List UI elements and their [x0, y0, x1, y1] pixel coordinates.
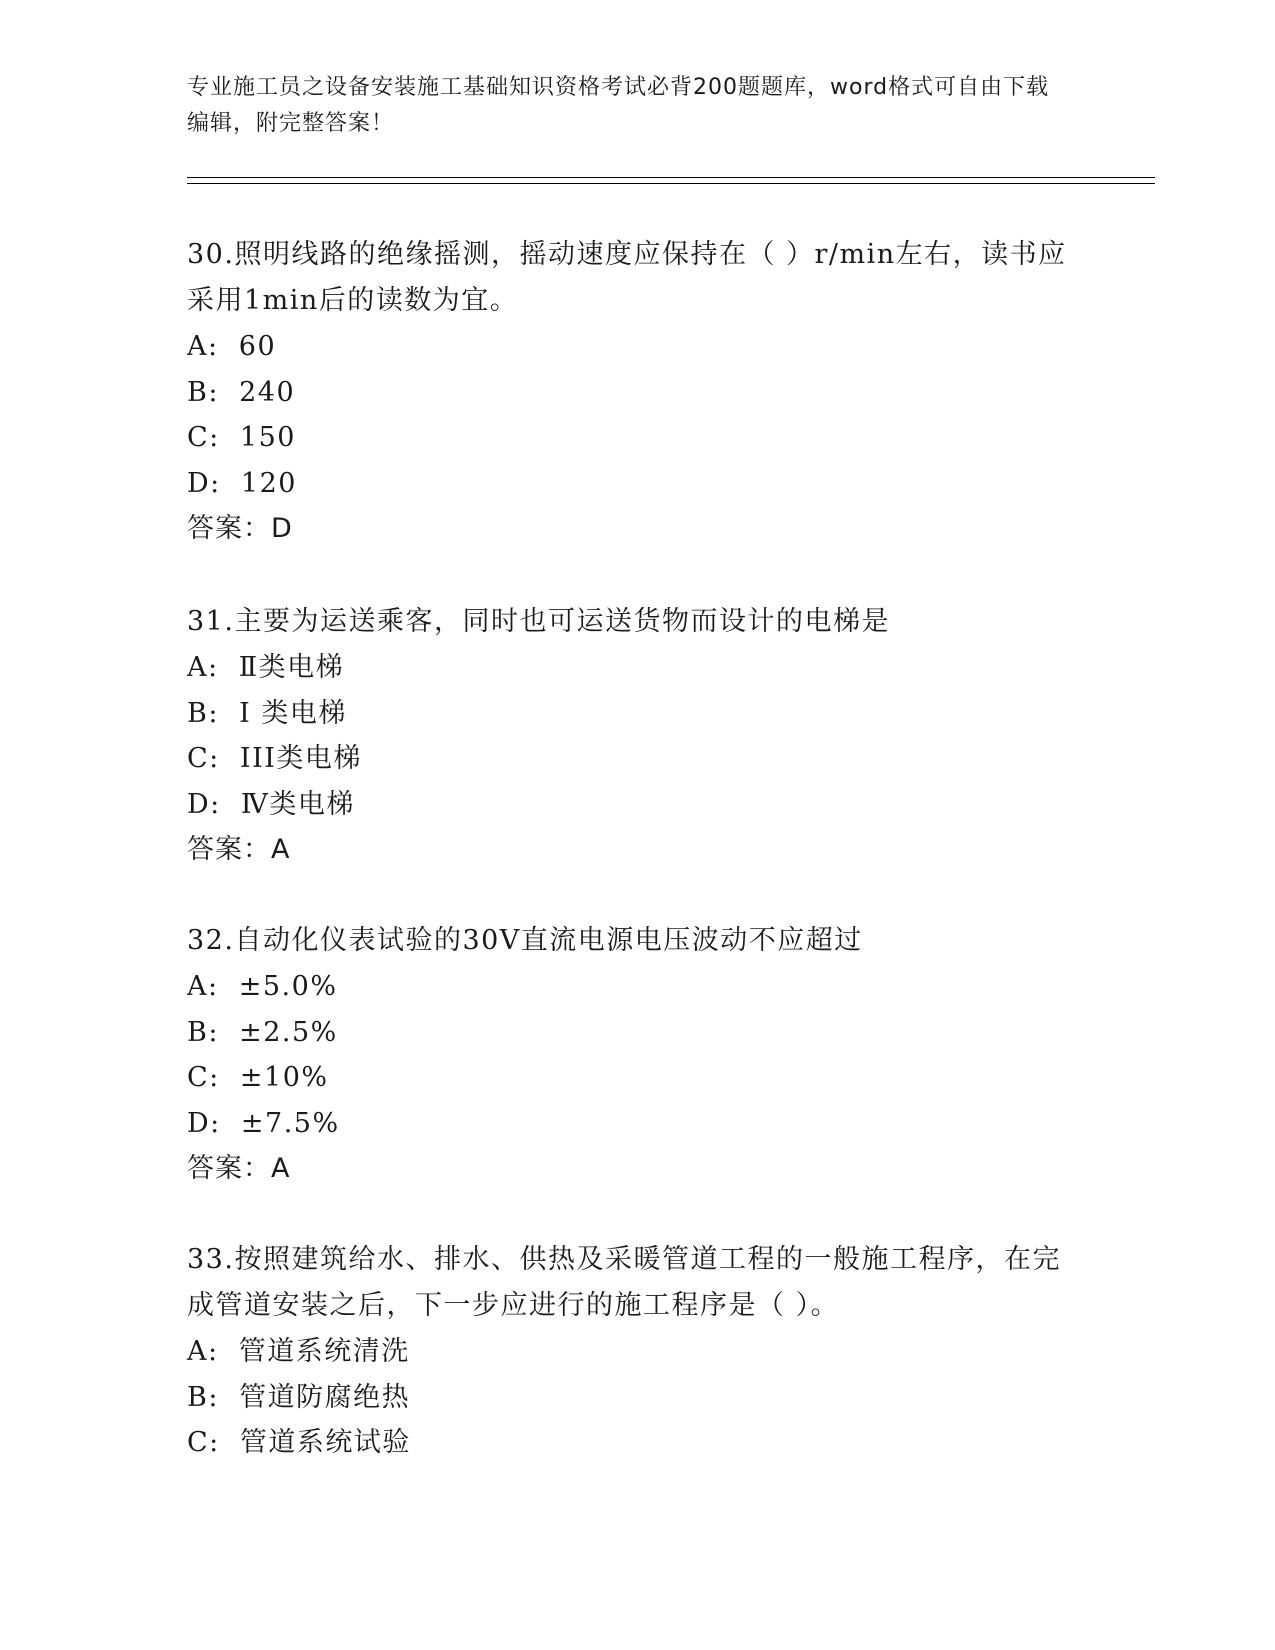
question-text: 31.主要为运送乘客，同时也可运送货物而设计的电梯是	[187, 606, 890, 637]
option-c: C: 管道系统试验	[187, 1427, 411, 1458]
option-a: A: 60	[187, 331, 277, 362]
question-32	[187, 918, 1087, 1192]
option-b: B: ±2.5%	[187, 1016, 338, 1048]
answer: 答案：A	[187, 834, 291, 865]
option-b: B: I 类电梯	[187, 697, 347, 729]
header-divider-bottom	[187, 183, 1155, 184]
question-33	[187, 1237, 1087, 1466]
option-c: C: ±10%	[187, 1062, 329, 1093]
option-d: D: ±7.5%	[187, 1107, 340, 1139]
question-text: 32.自动化仪表试验的30V直流电源电压波动不应超过	[187, 925, 863, 956]
option-b: B: 240	[187, 376, 296, 408]
option-a: A: 管道系统清洗	[187, 1336, 410, 1367]
option-d: D: 120	[187, 467, 297, 499]
option-d: D: Ⅳ类电梯	[187, 788, 355, 820]
option-c: C: 150	[187, 422, 296, 453]
question-31	[187, 599, 1087, 873]
option-a: A: ±5.0%	[187, 971, 338, 1002]
question-text: 33.按照建筑给水、排水、供热及采暖管道工程的一般施工程序，在完成管道安装之后，下一步应进行的施工程序是（ ）。	[187, 1244, 1061, 1321]
option-a: A: Ⅱ类电梯	[187, 652, 345, 683]
option-c: C: III类电梯	[187, 743, 362, 774]
document-header: 专业施工员之设备安装施工基础知识资格考试必背200题题库，word格式可自由下载编辑，附完整答案！	[187, 75, 1050, 136]
header-divider-top	[187, 177, 1155, 178]
question-30	[187, 232, 1087, 552]
answer: 答案：D	[187, 513, 293, 544]
answer: 答案：A	[187, 1153, 291, 1184]
option-b: B: 管道防腐绝热	[187, 1381, 411, 1413]
question-text: 30.照明线路的绝缘摇测，摇动速度应保持在（ ）r/min左右，读书应采用1min后的读数为宜。	[187, 239, 1067, 316]
